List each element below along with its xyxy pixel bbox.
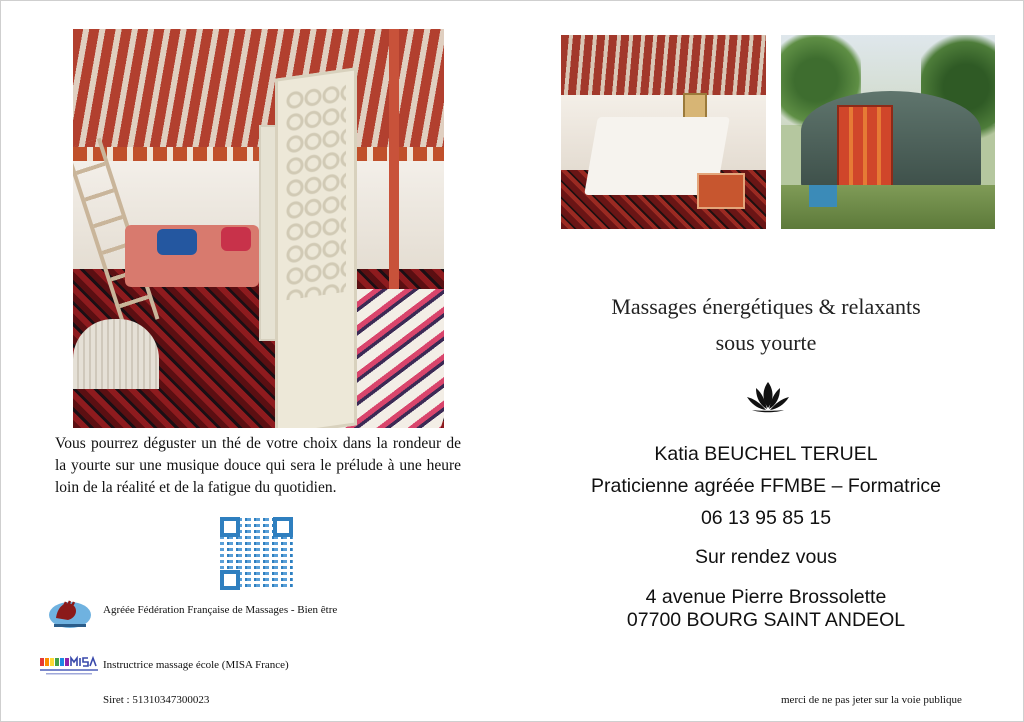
practitioner-title: Praticienne agréée FFMBE – Formatrice <box>590 475 942 497</box>
phone-number[interactable]: 06 13 95 85 15 <box>700 507 832 529</box>
lotus-icon <box>746 380 790 414</box>
headline-line-2: sous yourte <box>715 330 817 355</box>
intro-paragraph: Vous pourrez déguster un thé de votre choix dans la rondeur de la yourte sur une musique douce qui sera le prélude à une heure loin de la réalité et de la fatigue du quotidien. <box>55 435 461 496</box>
qr-code[interactable] <box>220 517 293 590</box>
practitioner-name: Katia BEUCHEL TERUEL <box>654 443 878 465</box>
siret-number: Siret : 51310347300023 <box>103 694 210 706</box>
ffmbe-logo <box>48 596 92 630</box>
address-city: 07700 BOURG SAINT ANDEOL <box>626 609 906 631</box>
yurt-exterior-photo <box>781 35 995 229</box>
disclaimer-text: merci de ne pas jeter sur la voie publique <box>781 694 962 706</box>
ffmbe-accreditation-text: Agréée Fédération Française de Massages - Bien être <box>103 604 338 616</box>
massage-table-photo <box>561 35 766 229</box>
yurt-interior-photo <box>73 29 444 428</box>
address-street: 4 avenue Pierre Brossolette <box>645 586 887 608</box>
misa-logo <box>40 655 98 677</box>
headline-line-1: Massages énergétiques & relaxants <box>611 294 921 319</box>
appointment-note: Sur rendez vous <box>695 546 837 568</box>
misa-accreditation-text: Instructrice massage école (MISA France) <box>103 659 289 671</box>
